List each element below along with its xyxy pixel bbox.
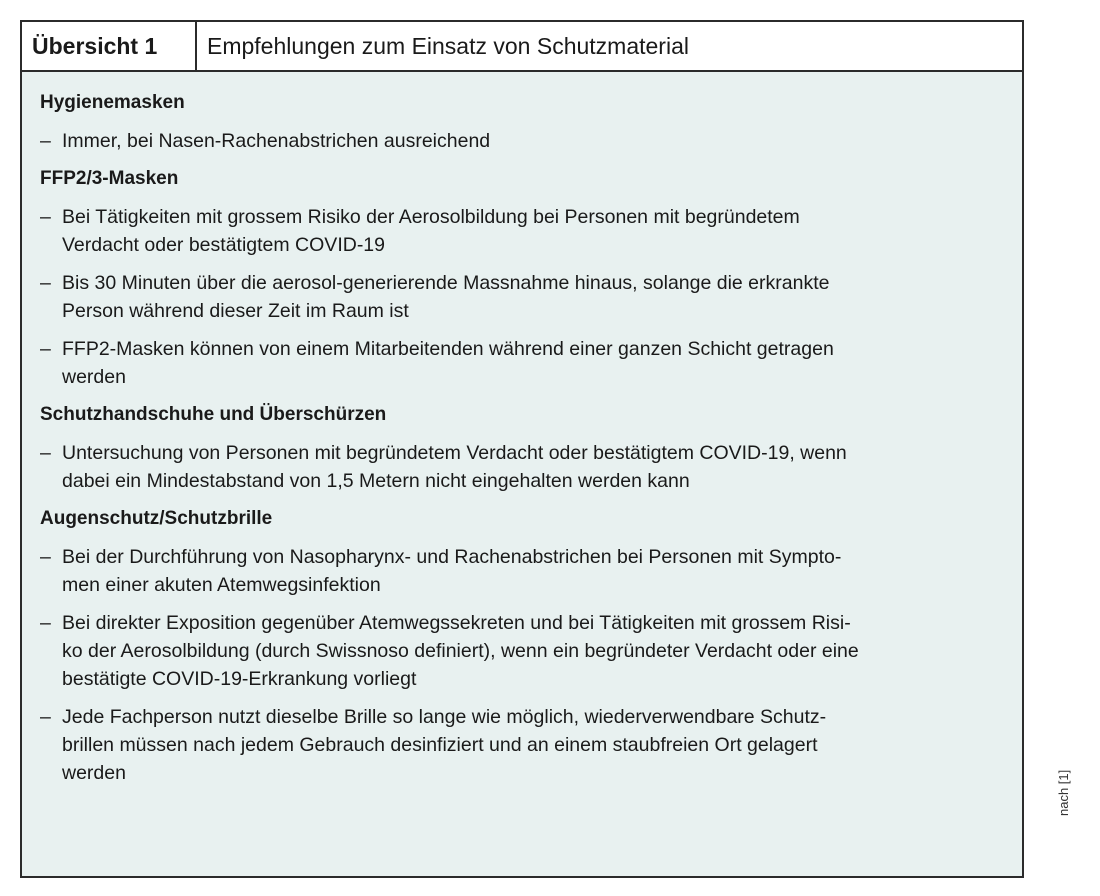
item-line: Person während dieser Zeit im Raum ist	[62, 300, 409, 322]
dash-bullet: –	[40, 272, 51, 294]
dash-bullet: –	[40, 442, 51, 464]
dash-bullet: –	[40, 130, 51, 152]
list-item	[40, 269, 1012, 325]
section-gloves-aprons	[40, 401, 1022, 495]
item-line: Untersuchung von Personen mit begründetem Verdacht oder bestätigtem COVID-19, wenn	[62, 442, 847, 464]
section-title: FFP2/3-Masken	[40, 168, 179, 189]
item-line: ko der Aerosolbildung (durch Swissnoso definiert), wenn ein begründeter Verdacht oder eine	[62, 640, 859, 662]
list-item	[40, 609, 1012, 693]
section-title: Augenschutz/Schutzbrille	[40, 508, 273, 529]
item-line: dabei ein Mindestabstand von 1,5 Metern nicht eingehalten werden kann	[62, 470, 690, 492]
list-item	[40, 127, 1012, 155]
section-title: Hygienemasken	[40, 92, 185, 113]
list-item	[40, 703, 1012, 787]
section-ffp-masks	[40, 165, 1022, 391]
section-hygiene-masks	[40, 89, 1022, 155]
list-item	[40, 543, 1012, 599]
item-line: Bis 30 Minuten über die aerosol-generierende Massnahme hinaus, solange die erkrankte	[62, 272, 830, 294]
item-line: brillen müssen nach jedem Gebrauch desinfiziert und an einem staubfreien Ort gelagert	[62, 734, 818, 756]
item-line: bestätigte COVID-19-Erkrankung vorliegt	[62, 668, 417, 690]
item-line: FFP2-Masken können von einem Mitarbeitenden während einer ganzen Schicht getragen	[62, 338, 834, 360]
item-line: Bei direkter Exposition gegenüber Atemwegssekreten und bei Tätigkeiten mit grossem Risi-	[62, 612, 851, 634]
item-line: Immer, bei Nasen-Rachenabstrichen ausreichend	[62, 130, 491, 152]
item-line: men einer akuten Atemwegsinfektion	[62, 574, 381, 596]
item-line: Bei Tätigkeiten mit grossem Risiko der Aerosolbildung bei Personen mit begründetem	[62, 206, 800, 228]
dash-bullet: –	[40, 206, 51, 228]
source-note: nach [1]	[1056, 769, 1071, 816]
list-item	[40, 335, 1012, 391]
dash-bullet: –	[40, 612, 51, 634]
overview-box	[20, 20, 1024, 878]
dash-bullet: –	[40, 338, 51, 360]
list-item	[40, 203, 1012, 259]
section-title: Schutzhandschuhe und Überschürzen	[40, 404, 387, 425]
item-line: Bei der Durchführung von Nasopharynx- und Rachenabstrichen bei Personen mit Sympto-	[62, 546, 842, 568]
dash-bullet: –	[40, 706, 51, 728]
item-line: werden	[62, 366, 126, 388]
section-eye-protection	[40, 505, 1022, 787]
list-item	[40, 439, 1012, 495]
overview-title: Empfehlungen zum Einsatz von Schutzmaterial	[207, 32, 689, 59]
dash-bullet: –	[40, 546, 51, 568]
item-line: Jede Fachperson nutzt dieselbe Brille so lange wie möglich, wiederverwendbare Schutz-	[62, 706, 827, 728]
item-line: werden	[62, 762, 126, 784]
item-line: Verdacht oder bestätigtem COVID-19	[62, 234, 385, 256]
overview-content	[22, 72, 1022, 787]
overview-header	[22, 22, 1022, 72]
overview-label: Übersicht 1	[22, 22, 197, 70]
